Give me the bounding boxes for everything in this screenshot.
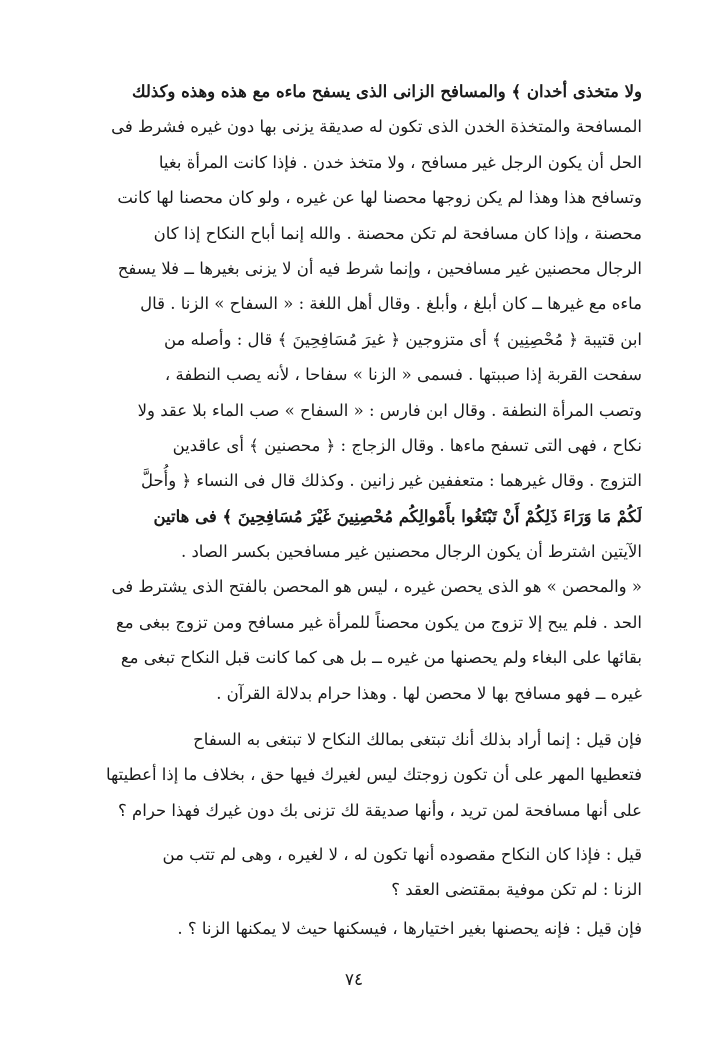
text-line: نكاح ، فهى التى تسفح ماءها . وقال الزجاج : ﴿ محصنين ﴾ أى عاقدين xyxy=(172,435,642,455)
text-line: الزنا : لم تكن موفية بمقتضى العقد ؟ xyxy=(391,880,642,900)
text-line: التزوج . وقال غيرهما : متعففين غير زانين . وكذلك قال فى النساء ﴿ وأُحلَّ xyxy=(140,471,642,491)
text-line: محصنة ، وإذا كان مسافحة لم تكن محصنة . والله إنما أباح النكاح إذا كان xyxy=(153,223,642,243)
text-line: ماءه مع غيرها ــ كان أبلغ ، وأبلغ . وقال أهل اللغة : « السفاح » الزنا . قال xyxy=(140,294,642,314)
text-line: وتسافح هذا وهذا لم يكن زوجها محصنا لها عن غيره ، ولو كان محصنا لها كانت xyxy=(117,188,642,208)
text-line: غيره ــ فهو مسافح بها لا محصن لها . وهذا حرام بدلالة القرآن . xyxy=(216,683,642,703)
text-line: بقائها على البغاء ولم يحصنها من غيره ــ بل هى كما كانت قبل النكاح تبغى مع xyxy=(120,648,642,668)
text-line: فإن قيل : فإنه يحصنها بغير اختيارها ، فيسكنها حيث لا يمكنها الزنا ؟ . xyxy=(177,919,642,938)
page-number: ٧٤ xyxy=(344,970,364,990)
text-line: سفحت القربة إذا صببتها . فسمى « الزنا » سفاحا ، لأنه يصب النطفة ، xyxy=(164,365,642,385)
text-line: الحد . فلم يبح إلا تزوج من يكون محصناً للمرأة غير مسافح ومن تزوج ببغى مع xyxy=(115,612,642,632)
paragraph-objection xyxy=(70,722,642,828)
text-line: ولا متخذى أخدان ﴾ والمسافح الزانى الذى يسفح ماءه مع هذه وهذه وكذلك xyxy=(131,82,642,101)
text-line: لَكُمْ مَا وَرَاءَ ذَلِكُمْ أَنْ تَبْتَغُوا بأَمْوالِكُم مُحْصِنِينَ غَيْرَ مُسَافِحِينَ ﴾ فى هاتين xyxy=(153,506,642,526)
paragraph-second-objection xyxy=(70,911,642,946)
text-line: الرجال محصنين غير مسافحين ، وإنما شرط فيه أن لا يزنى بغيرها ــ فلا يسفح xyxy=(117,258,642,278)
text-line: « والمحصن » هو الذى يحصن غيره ، ليس هو المحصن بالفتح الذى يشترط فى xyxy=(111,577,642,597)
text-line: الآيتين اشترط أن يكون الرجال محصنين غير مسافحين بكسر الصاد . xyxy=(180,542,642,562)
text-line: على أنها مسافحة لمن تريد ، وأنها صديقة لك تزنى بك دون غيرك فهذا حرام ؟ xyxy=(118,800,642,820)
text-line: فإن قيل : إنما أراد بذلك أنك تبتغى بمالك النكاح لا تبتغى به السفاح xyxy=(193,730,642,749)
text-line: وتصب المرأة النطفة . وقال ابن فارس : « السفاح » صب الماء بلا عقد ولا xyxy=(137,400,642,420)
text-line: المسافحة والمتخذة الخدن الذى تكون له صديقة يزنى بها دون غيره فشرط فى xyxy=(111,117,642,137)
text-line: الحل أن يكون الرجل غير مسافح ، ولا متخذ خدن . فإذا كانت المرأة بغيا xyxy=(158,152,642,172)
paragraph-main-discussion xyxy=(70,74,642,711)
text-line: فتعطيها المهر على أن تكون زوجتك ليس لغيرك فيها حق ، بخلاف ما إذا أعطيتها xyxy=(105,765,642,785)
paragraph-reply xyxy=(70,837,642,908)
text-line: قيل : فإذا كان النكاح مقصوده أنها تكون له ، لا لغيره ، وهى لم تتب من xyxy=(162,845,642,864)
text-line: ابن قتيبة ﴿ مُحْصِنِين ﴾ أى متزوجين ﴿ غيرَ مُسَافِحِينَ ﴾ قال : وأصله من xyxy=(163,329,642,349)
